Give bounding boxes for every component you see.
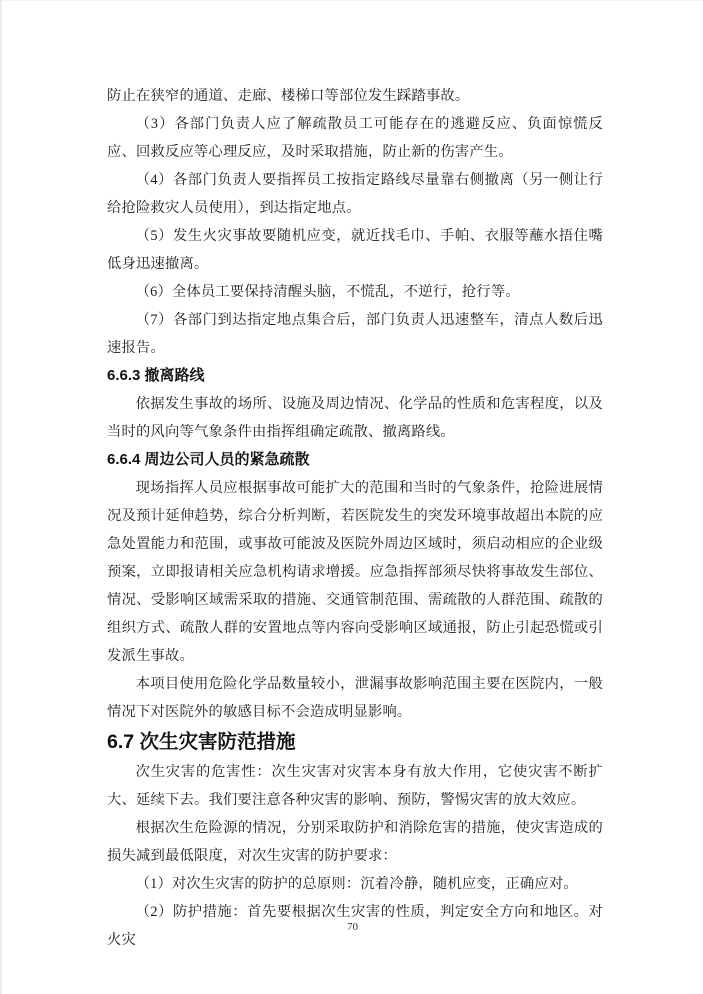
- paragraph: （7）各部门到达指定地点集合后，部门负责人迅速整车，清点人数后迅速报告。: [107, 312, 603, 356]
- section-heading: 6.7 次生灾害防范措施: [107, 731, 296, 753]
- paragraph: 依据发生事故的场所、设施及周边情况、化学品的性质和危害程度，以及当时的风向等气象条件由指挥组确定疏散、撤离路线。: [107, 396, 603, 440]
- paragraph: （2）防护措施：首先要根据次生灾害的性质，判定安全方向和地区。对火灾: [107, 904, 603, 948]
- paragraph: （6）全体员工要保持清醒头脑，不慌乱，不逆行，抢行等。: [135, 284, 520, 300]
- page-footer: [2, 917, 703, 935]
- section-heading: 6.6.4 周边公司人员的紧急疏散: [107, 451, 310, 468]
- page-number: 70: [347, 921, 358, 933]
- paragraph: （1）对次生灾害的防护的总原则：沉着冷静，随机应变，正确应对。: [135, 876, 578, 892]
- document-body: [107, 82, 603, 954]
- paragraph: （4）各部门负责人要指挥员工按指定路线尽量靠右侧撤离（另一侧让行给抢险救灾人员使用），到达指定地点。: [107, 172, 603, 216]
- section-heading: 6.6.3 撤离路线: [107, 367, 205, 384]
- paragraph: （3）各部门负责人应了解疏散员工可能存在的逃避反应、负面惊慌反应、回救反应等心理反应，及时采取措施，防止新的伤害产生。: [107, 116, 603, 160]
- paragraph: 防止在狭窄的通道、走廊、楼梯口等部位发生踩踏事故。: [107, 88, 470, 104]
- paragraph: 次生灾害的危害性：次生灾害对灾害本身有放大作用，它使灾害不断扩大、延续下去。我们要注意各种灾害的影响、预防，警惕灾害的放大效应。: [107, 764, 603, 808]
- paragraph: 根据次生危险源的情况，分别采取防护和消除危害的措施，使灾害造成的损失减到最低限度，对次生灾害的防护要求：: [107, 820, 603, 864]
- paragraph: 本项目使用危险化学品数量较小，泄漏事故影响范围主要在医院内，一般情况下对医院外的敏感目标不会造成明显影响。: [107, 676, 603, 720]
- paragraph: 现场指挥人员应根据事故可能扩大的范围和当时的气象条件，抢险进展情况及预计延伸趋势，综合分析判断，若医院发生的突发环境事故超出本院的应急处置能力和范围，或事故可能波及医院外周边区域时，须启动相应的企业级预案，立即报请相关应急机构请求增援。应急指挥部须尽快将事故发生部位、情况、受影响区域需采取的措施、交通管制范围、需疏散的人群范围、疏散的组织方式、疏散人群的安置地点等内容向受影响区域通报，防止引起恐慌或引发派生事故。: [107, 480, 603, 664]
- paragraph: （5）发生火灾事故要随机应变，就近找毛巾、手帕、衣服等蘸水捂住嘴低身迅速撤离。: [107, 228, 603, 272]
